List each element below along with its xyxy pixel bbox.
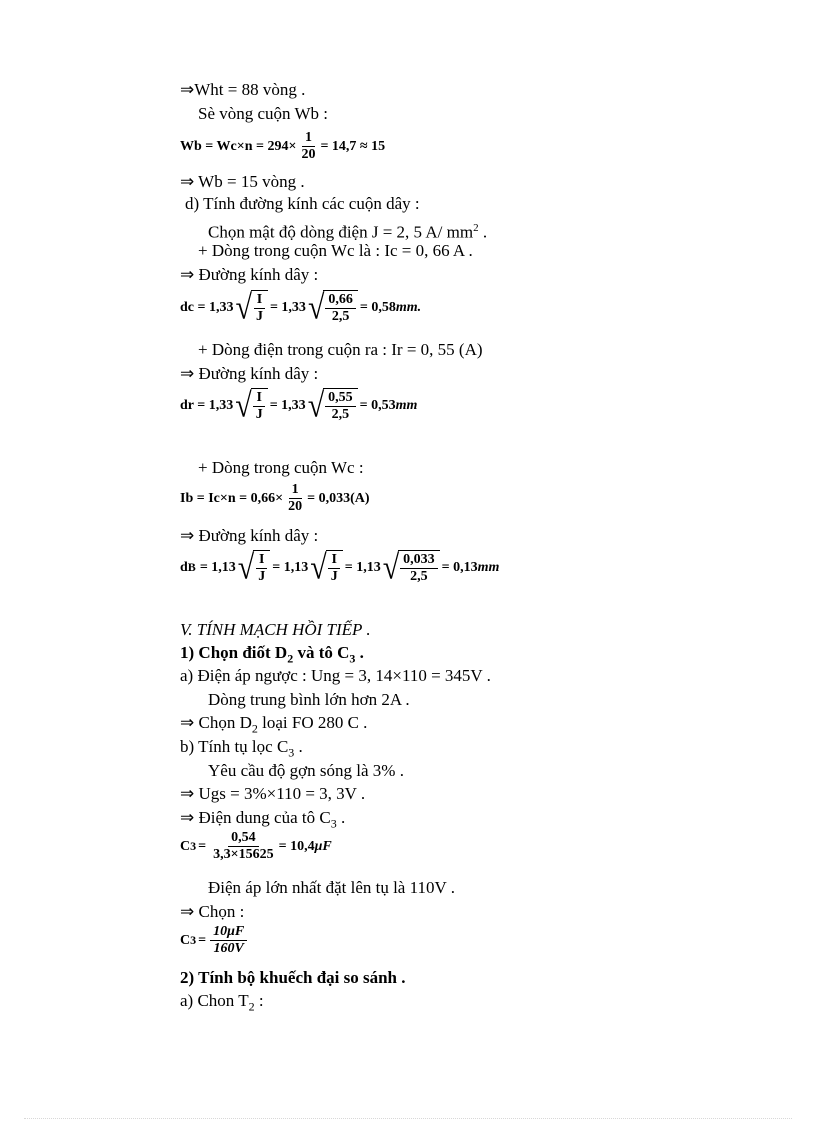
text-span: ⇒ Điện dung của tô C xyxy=(180,808,331,827)
square-root: √ $\frac{I}{J}$ xyxy=(310,550,342,585)
fraction xyxy=(253,390,266,423)
formula-c3-choice xyxy=(180,924,249,957)
text-line xyxy=(180,991,264,1016)
square-root: √ $\frac{I}{J}$ xyxy=(235,388,267,423)
section-heading: V. TÍNH MẠCH HỒI TIẾP . xyxy=(180,620,371,639)
text-line: Yêu cầu độ gợn sóng là 3% . xyxy=(208,761,404,780)
text-line xyxy=(208,218,487,243)
text-span: a) Chon T xyxy=(180,991,249,1010)
denominator: J xyxy=(330,569,338,584)
denominator: 2,5 xyxy=(331,309,350,324)
fraction xyxy=(328,552,341,585)
fraction xyxy=(255,552,268,585)
text-line: ⇒ Đường kính dây : xyxy=(180,265,319,284)
fraction xyxy=(253,292,266,325)
subscript: 3 xyxy=(190,839,197,853)
formula-text: = 1,33 xyxy=(269,299,306,315)
subscript: 3 xyxy=(330,816,337,831)
square-root: √ $\frac{0,66}{2,5}$ xyxy=(308,290,358,325)
formula-text: = 1,13 xyxy=(199,559,236,575)
text-span: loại FO 280 C . xyxy=(257,713,368,732)
text-span: : xyxy=(254,991,264,1010)
formula-dc xyxy=(180,287,422,326)
formula-text: = 10,4 xyxy=(278,838,315,854)
formula-text: dr = 1,33 xyxy=(180,397,234,413)
numerator: I xyxy=(254,292,265,309)
formula-text: = 0,13 xyxy=(441,559,478,575)
text-line: a) Điện áp ngược : Ung = 3, 14×110 = 345V . xyxy=(180,666,491,685)
text-span: ⇒ Chọn D xyxy=(180,713,252,732)
numerator: I xyxy=(253,390,264,407)
numerator: 0,54 xyxy=(228,830,259,847)
formula-text: = 0,53 xyxy=(359,397,396,413)
denominator: 2,5 xyxy=(331,407,350,422)
denominator: 2,5 xyxy=(410,569,428,584)
formula-text: C xyxy=(180,932,191,948)
fraction xyxy=(210,924,247,957)
formula-text: Wb = Wc×n = 294× xyxy=(180,138,297,154)
subscript: 2 xyxy=(248,999,255,1014)
text-span: b) Tính tụ lọc C xyxy=(180,737,289,756)
superscript: 2 xyxy=(473,222,479,234)
formula-ib xyxy=(180,482,370,515)
denominator: 20 xyxy=(288,499,303,514)
text-line: Điện áp lớn nhất đặt lên tụ là 110V . xyxy=(208,878,455,897)
page-bottom-divider xyxy=(24,1118,792,1119)
formula-text: dc = 1,33 xyxy=(180,299,234,315)
unit: mm xyxy=(395,397,418,413)
fraction xyxy=(298,130,318,163)
formula-text: = 1,13 xyxy=(272,559,309,575)
text-span: . xyxy=(478,222,488,242)
text-span: . xyxy=(336,808,346,827)
formula-db xyxy=(180,547,500,586)
numerator: 0,033 xyxy=(400,552,438,569)
formula-text: = 1,13 xyxy=(344,559,381,575)
text-line: + Dòng điện trong cuộn ra : Ir = 0, 55 (A) xyxy=(198,340,483,359)
text-line xyxy=(180,713,367,738)
denominator: 20 xyxy=(301,147,316,162)
subscript: 3 xyxy=(288,745,295,760)
unit: mm. xyxy=(395,299,422,315)
formula-dr xyxy=(180,385,418,424)
text-line: ⇒ Đường kính dây : xyxy=(180,364,319,383)
numerator: 0,66 xyxy=(325,292,356,309)
formula-text: = 14,7 ≈ 15 xyxy=(320,138,386,154)
text-line: ⇒ Ugs = 3%×110 = 3, 3V . xyxy=(180,784,366,803)
denominator: 160V xyxy=(213,941,244,956)
numerator: I xyxy=(256,552,267,569)
denominator: J xyxy=(255,309,263,324)
text-line: ⇒ Wb = 15 vòng . xyxy=(180,172,305,191)
numerator: 1 xyxy=(289,482,302,499)
fraction xyxy=(210,830,276,863)
denominator: J xyxy=(258,569,266,584)
subscript: 2 xyxy=(251,721,258,736)
square-root: √ $\frac{0,033}{2,5}$ xyxy=(383,550,440,585)
square-root: √ $\frac{I}{J}$ xyxy=(238,550,270,585)
text-line: ⇒ Chọn : xyxy=(180,902,245,921)
formula-c3-value xyxy=(180,830,332,863)
text-span: . xyxy=(355,643,364,662)
square-root: √ $\frac{I}{J}$ xyxy=(235,290,267,325)
subsection-heading: 2) Tính bộ khuếch đại so sánh . xyxy=(180,968,406,987)
text-line: Dòng trung bình lớn hơn 2A . xyxy=(208,690,410,709)
numerator: 10μF xyxy=(210,924,247,941)
subsection-heading xyxy=(180,643,364,668)
subscript: B xyxy=(187,560,196,574)
square-root: √ $\frac{0,55}{2,5}$ xyxy=(308,388,358,423)
text-span: . xyxy=(294,737,303,756)
text-line: ⇒ Đường kính dây : xyxy=(180,526,319,545)
subscript: 3 xyxy=(190,933,197,947)
text-span: Chọn mật độ dòng điện J = 2, 5 A/ mm xyxy=(208,222,474,242)
numerator: 1 xyxy=(302,130,315,147)
fraction xyxy=(325,292,356,325)
formula-text: = xyxy=(198,838,207,854)
formula-text: d xyxy=(180,559,188,575)
text-line: ⇒Wht = 88 vòng . xyxy=(180,80,306,99)
text-line: + Dòng trong cuộn Wc là : Ic = 0, 66 A . xyxy=(198,241,473,260)
formula-text: C xyxy=(180,838,191,854)
formula-text: Ib = Ic×n = 0,66× xyxy=(180,490,284,506)
formula-text: = 0,58 xyxy=(359,299,396,315)
denominator: J xyxy=(255,407,263,422)
formula-text: = 1,33 xyxy=(269,397,306,413)
text-span: 1) Chọn điốt D xyxy=(180,643,288,662)
fraction xyxy=(285,482,305,515)
unit: μF xyxy=(314,838,332,854)
text-line: + Dòng trong cuộn Wc : xyxy=(198,458,364,477)
numerator: 0,55 xyxy=(325,390,356,407)
formula-wb xyxy=(180,130,385,163)
section-heading: d) Tính đường kính các cuộn dây : xyxy=(185,194,420,213)
text-span: và tô C xyxy=(293,643,350,662)
subscript: 3 xyxy=(349,651,356,666)
formula-text: = xyxy=(198,932,207,948)
fraction xyxy=(400,552,438,585)
numerator: I xyxy=(328,552,339,569)
subscript: 2 xyxy=(287,651,294,666)
text-line xyxy=(180,737,303,762)
unit: mm xyxy=(477,559,500,575)
text-line: Sè vòng cuộn Wb : xyxy=(198,104,329,123)
denominator: 3,3×15625 xyxy=(213,847,274,862)
formula-text: = 0,033(A) xyxy=(307,490,370,506)
fraction xyxy=(325,390,356,423)
